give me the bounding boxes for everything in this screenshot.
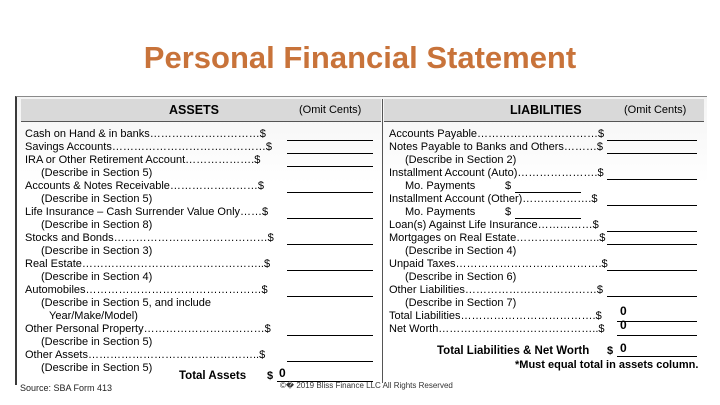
liability-input-line[interactable] [607,179,697,180]
asset-input-line[interactable] [287,335,373,336]
net-worth-row: Net Worth……………………………………..$ [389,323,605,335]
asset-input-line[interactable] [287,296,373,297]
asset-row: Other Personal Property……………………………$ [25,323,271,335]
liabilities-header [384,99,704,122]
asset-input-line[interactable] [287,140,373,141]
liability-input-line[interactable] [607,205,697,206]
asset-input-line[interactable] [287,218,373,219]
liability-input-line[interactable] [607,153,697,154]
asset-note: (Describe in Section 3) [41,245,153,257]
copyright-notice: ©� 2019 Bliss Finance LLC All Rights Reserved [280,381,453,390]
asset-note: Year/Make/Model) [49,310,138,322]
mo-payments-label: Mo. Payments [405,206,476,218]
liability-row: Loan(s) Against Life Insurance……………$ [389,219,599,231]
asset-input-line[interactable] [287,192,373,193]
liability-note: (Describe in Section 4) [405,245,517,257]
liability-input-line[interactable] [607,270,697,271]
asset-input-line[interactable] [287,270,373,271]
financial-statement-form [15,96,707,385]
asset-row: Other Assets………………………………………..$ [25,349,266,361]
asset-row: IRA or Other Retirement Account……………….$ [25,154,261,166]
liabilities-omit-cents: (Omit Cents) [624,104,687,116]
liability-row: Notes Payable to Banks and Others………$ [389,141,603,153]
asset-note: (Describe in Section 5) [41,336,153,348]
column-divider [382,99,383,383]
total-assets-dollar: $ [267,370,274,382]
asset-row: Automobiles…………………………………………$ [25,284,268,296]
mo-payments-dollar: $ [505,206,512,218]
liability-input-line[interactable] [607,231,697,232]
liabilities-header-label: LIABILITIES [510,103,582,117]
liability-row: Installment Account (Other)……………….$ [389,193,598,205]
source-caption: Source: SBA Form 413 [20,383,113,393]
net-worth-value: 0 [620,318,627,332]
asset-note: (Describe in Section 5, and include [41,297,211,309]
asset-row: Cash on Hand & in banks…………………………$ [25,128,266,140]
total-liab-nw-value: 0 [620,341,627,355]
asset-note: (Describe in Section 5) [41,193,153,205]
liability-row: Mortgages on Real Estate…………………..$ [389,232,606,244]
asset-input-line[interactable] [287,244,373,245]
total-liabilities-line[interactable] [617,321,697,322]
mo-payments-dollar: $ [505,180,512,192]
asset-note: (Describe in Section 8) [41,219,153,231]
slide-title: Personal Financial Statement [143,40,577,75]
asset-note: (Describe in Section 5) [41,362,153,374]
asset-note: (Describe in Section 4) [41,271,153,283]
asset-note: (Describe in Section 5) [41,167,153,179]
total-assets-label: Total Assets [179,370,247,382]
liability-row: Accounts Payable……………………………$ [389,128,605,140]
asset-input-line[interactable] [287,153,373,154]
liability-row: Installment Account (Auto)………………….$ [389,167,604,179]
assets-header-label: ASSETS [169,103,220,117]
asset-input-line[interactable] [287,361,373,362]
total-liab-nw-dollar: $ [607,345,614,357]
asset-row: Life Insurance – Cash Surrender Value Only……$ [25,206,269,218]
asset-row: Savings Accounts……………………………………$ [25,141,272,153]
net-worth-line[interactable] [617,335,697,336]
liability-row: Other Liabilities………………………………$ [389,284,603,296]
assets-header [21,99,381,122]
liability-input-line[interactable] [607,244,697,245]
asset-row: Real Estate…………………………………………..$ [25,258,271,270]
liability-note: (Describe in Section 6) [405,271,517,283]
total-liabilities-net-worth-label: Total Liabilities & Net Worth [437,345,590,357]
total-liab-nw-line[interactable] [617,356,697,357]
total-liabilities-value: 0 [620,304,627,318]
liability-note: (Describe in Section 2) [405,154,517,166]
assets-omit-cents: (Omit Cents) [299,104,362,116]
total-liabilities-row: Total Liabilities……………………………….$ [389,310,602,322]
liability-row: Unpaid Taxes………………………………….$ [389,258,608,270]
asset-row: Stocks and Bonds……………………………………$ [25,232,274,244]
total-assets-value: 0 [279,366,286,380]
liability-note: (Describe in Section 7) [405,297,517,309]
mo-payments-label: Mo. Payments [405,180,476,192]
liability-input-line[interactable] [607,140,697,141]
must-equal-note: *Must equal total in assets column. [515,359,699,371]
asset-row: Accounts & Notes Receivable……………………$ [25,180,265,192]
asset-input-line[interactable] [287,166,373,167]
liability-input-line[interactable] [607,296,697,297]
